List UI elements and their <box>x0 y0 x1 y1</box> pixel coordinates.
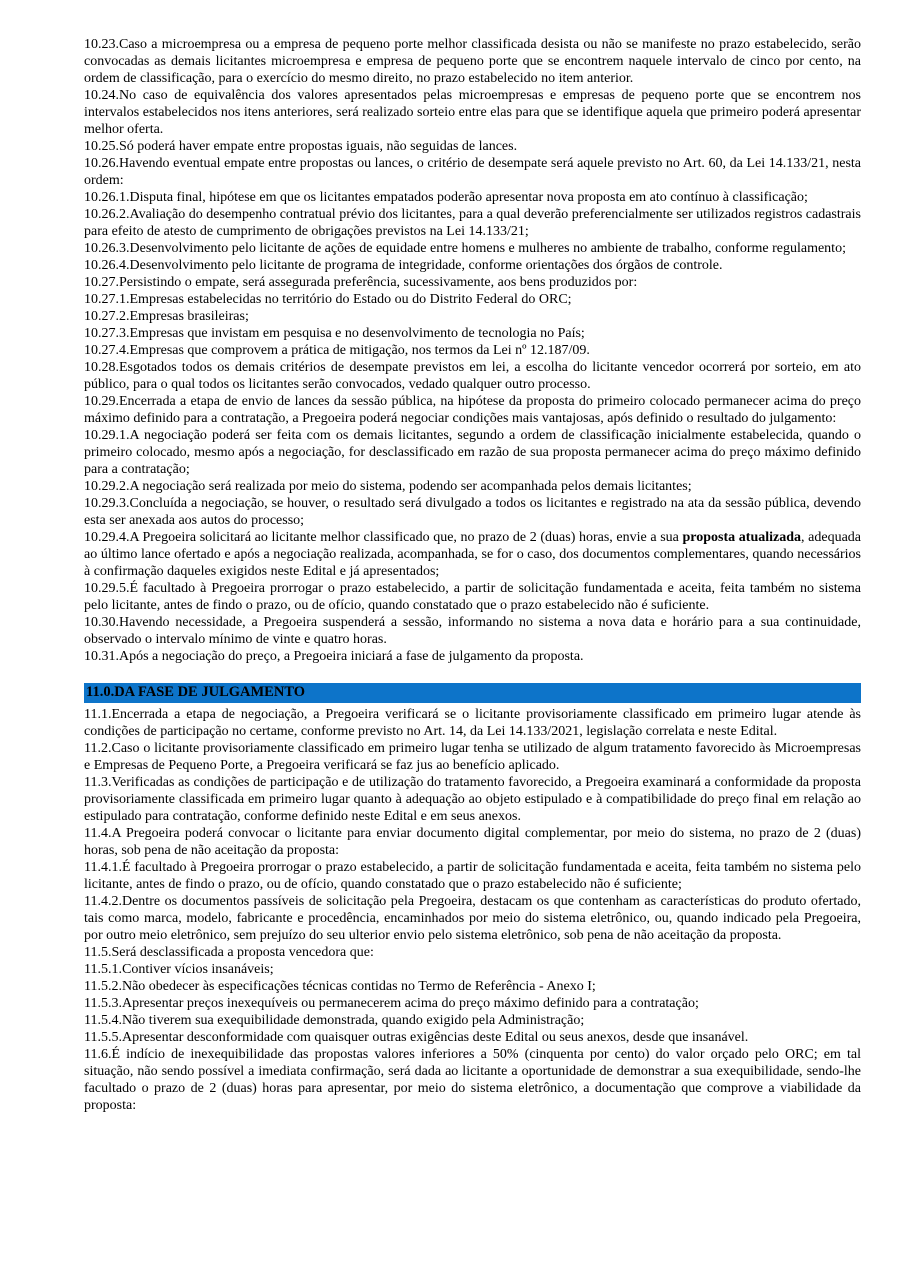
paragraph: 11.5.Será desclassificada a proposta vencedora que: <box>84 945 374 960</box>
paragraph: 10.25.Só poderá haver empate entre propostas iguais, não seguidas de lances. <box>84 139 518 154</box>
paragraph: 10.26.Havendo eventual empate entre propostas ou lances, o critério de desempate será aquele previsto no Art. 60, da Lei 14.133/21, nesta ordem: <box>84 156 861 188</box>
paragraph: 10.29.Encerrada a etapa de envio de lances da sessão pública, na hipótese da proposta do primeiro colocado permanecer acima do preço máximo definido para a contratação, a Pregoeira poderá negociar condições mais vantajosas, após definido o resultado do julgamento: <box>84 394 861 426</box>
text-run: 10.29.4.A Pregoeira solicitará ao licitante melhor classificado que, no prazo de 2 (duas) horas, envie a sua <box>84 530 683 545</box>
paragraph: 10.29.3.Concluída a negociação, se houver, o resultado será divulgado a todos os licitantes e registrado na ata da sessão pública, devendo esta ser anexada aos autos do processo; <box>84 496 861 528</box>
paragraph: 10.29.5.É facultado à Pregoeira prorrogar o prazo estabelecido, a partir de solicitação fundamentada e aceita, feita também no sistema pelo licitante, antes de findo o prazo, ou de ofício, quando constatado que o prazo estabelecido não é suficiente. <box>84 581 861 613</box>
paragraph: 10.23.Caso a microempresa ou a empresa de pequeno porte melhor classificada desista ou não se manifeste no prazo estabelecido, serão convocadas as demais licitantes microempresa e empresa de pequeno porte que se encontrem naquele intervalo de cinco por cento, na ordem de classificação, para o exercício do mesmo direito, no prazo estabelecido no item anterior. <box>84 37 861 86</box>
text-run: , adequada ao último lance ofertado e após a negociação realizada, acompanhada, se for o caso, dos documentos complementares, quando necessários à confirmação daqueles exigidos neste Edital e já apresentados; <box>84 530 861 579</box>
paragraph: 11.1.Encerrada a etapa de negociação, a Pregoeira verificará se o licitante provisoriamente classificado em primeiro lugar atende às condições de participação no certame, conforme previsto no Art. 14, da Lei 14.133/2021, legislação correlata e neste Edital. <box>84 707 861 739</box>
paragraph: 10.26.2.Avaliação do desempenho contratual prévio dos licitantes, para a qual deverão preferencialmente ser utilizados registros cadastrais para efeito de atesto de cumprimento de obrigações previstos na Lei 14.133/21; <box>84 207 861 239</box>
paragraph: 11.4.A Pregoeira poderá convocar o licitante para enviar documento digital complementar, por meio do sistema, no prazo de 2 (duas) horas, sob pena de não aceitação da proposta: <box>84 826 861 858</box>
paragraph: 10.29.2.A negociação será realizada por meio do sistema, podendo ser acompanhada pelos demais licitantes; <box>84 479 692 494</box>
paragraph: 11.5.1.Contiver vícios insanáveis; <box>84 962 274 977</box>
paragraph: 11.5.3.Apresentar preços inexequíveis ou permanecerem acima do preço máximo definido para a contratação; <box>84 996 699 1011</box>
paragraph: 11.4.2.Dentre os documentos passíveis de solicitação pela Pregoeira, destacam os que contenham as características do produto ofertado, tais como marca, modelo, fabricante e procedência, encaminhados por meio do sistema eletrônico, ou, quando indicado pela Pregoeira, por outro meio eletrônico, sem prejuízo do seu ulterior envio pelo sistema eletrônico, sob pena de não aceitação da proposta. <box>84 894 861 943</box>
paragraph: 11.5.2.Não obedecer às especificações técnicas contidas no Termo de Referência - Anexo I; <box>84 979 596 994</box>
paragraph: 10.31.Após a negociação do preço, a Pregoeira iniciará a fase de julgamento da proposta. <box>84 649 584 664</box>
paragraph: 10.27.Persistindo o empate, será assegurada preferência, sucessivamente, aos bens produzidos por: <box>84 275 638 290</box>
paragraph: 10.28.Esgotados todos os demais critérios de desempate previstos em lei, a escolha do licitante vencedor ocorrerá por sorteio, em ato público, para o qual todos os licitantes serão convocados, vedado qualquer outro processo. <box>84 360 861 392</box>
paragraph: 10.26.4.Desenvolvimento pelo licitante de programa de integridade, conforme orientações dos órgãos de controle. <box>84 258 723 273</box>
paragraph: 11.4.1.É facultado à Pregoeira prorrogar o prazo estabelecido, a partir de solicitação fundamentada e aceita, feita também no sistema pelo licitante, antes de findo o prazo, ou de ofício, quando constatado que o prazo estabelecido não é suficiente; <box>84 860 861 892</box>
paragraph: 10.27.2.Empresas brasileiras; <box>84 309 249 324</box>
paragraph: 10.30.Havendo necessidade, a Pregoeira suspenderá a sessão, informando no sistema a nova data e horário para a sua continuidade, observado o intervalo mínimo de vinte e quatro horas. <box>84 615 861 647</box>
paragraph: 11.6.É indício de inexequibilidade das propostas valores inferiores a 50% (cinquenta por cento) do valor orçado pelo ORC; em tal situação, não sendo possível a imediata confirmação, será dada ao licitante a oportunidade de demonstrar a sua exequibilidade, sendo-lhe facultado o prazo de 2 (duas) horas para apresentar, por meio do sistema eletrônico, a documentação que comprove a viabilidade da proposta: <box>84 1047 861 1113</box>
paragraph: 11.5.4.Não tiverem sua exequibilidade demonstrada, quando exigido pela Administração; <box>84 1013 585 1028</box>
paragraph: 11.5.5.Apresentar desconformidade com quaisquer outras exigências deste Edital ou seus anexos, desde que insanável. <box>84 1030 749 1045</box>
paragraph: 10.24.No caso de equivalência dos valores apresentados pelas microempresas e empresas de pequeno porte que se encontrem nos intervalos estabelecidos nos itens anteriores, será realizado sorteio entre elas para que se identifique aquela que primeiro poderá apresentar melhor oferta. <box>84 88 861 137</box>
paragraph: 11.2.Caso o licitante provisoriamente classificado em primeiro lugar tenha se utilizado de algum tratamento favorecido às Microempresas e Empresas de Pequeno Porte, a Pregoeira verificará se faz jus ao benefício aplicado. <box>84 741 861 773</box>
section-heading: 11.0.DA FASE DE JULGAMENTO <box>84 683 861 703</box>
paragraph: 11.3.Verificadas as condições de participação e de utilização do tratamento favorecido, a Pregoeira examinará a conformidade da proposta provisoriamente classificada em primeiro lugar quanto à adequação ao objeto estipulado e à compatibilidade do preço final em relação ao estipulado para contratação, conforme definido neste Edital e em seus anexos. <box>84 775 861 824</box>
document-body <box>84 36 861 1114</box>
paragraph: 10.27.4.Empresas que comprovem a prática de mitigação, nos termos da Lei nº 12.187/09. <box>84 343 590 358</box>
paragraph: 10.26.1.Disputa final, hipótese em que os licitantes empatados poderão apresentar nova proposta em ato contínuo à classificação; <box>84 190 808 205</box>
paragraph: 10.26.3.Desenvolvimento pelo licitante de ações de equidade entre homens e mulheres no ambiente de trabalho, conforme regulamento; <box>84 241 846 256</box>
paragraph: 10.29.1.A negociação poderá ser feita com os demais licitantes, segundo a ordem de classificação inicialmente estabelecida, quando o primeiro colocado, mesmo após a negociação, for desclassificado em razão de sua proposta permanecer acima do preço máximo definido para a contratação; <box>84 428 861 477</box>
paragraph: 10.27.3.Empresas que invistam em pesquisa e no desenvolvimento de tecnologia no País; <box>84 326 585 341</box>
paragraph: 10.27.1.Empresas estabelecidas no território do Estado ou do Distrito Federal do ORC; <box>84 292 572 307</box>
paragraph <box>84 529 861 580</box>
bold-text-run: proposta atualizada <box>682 530 802 545</box>
